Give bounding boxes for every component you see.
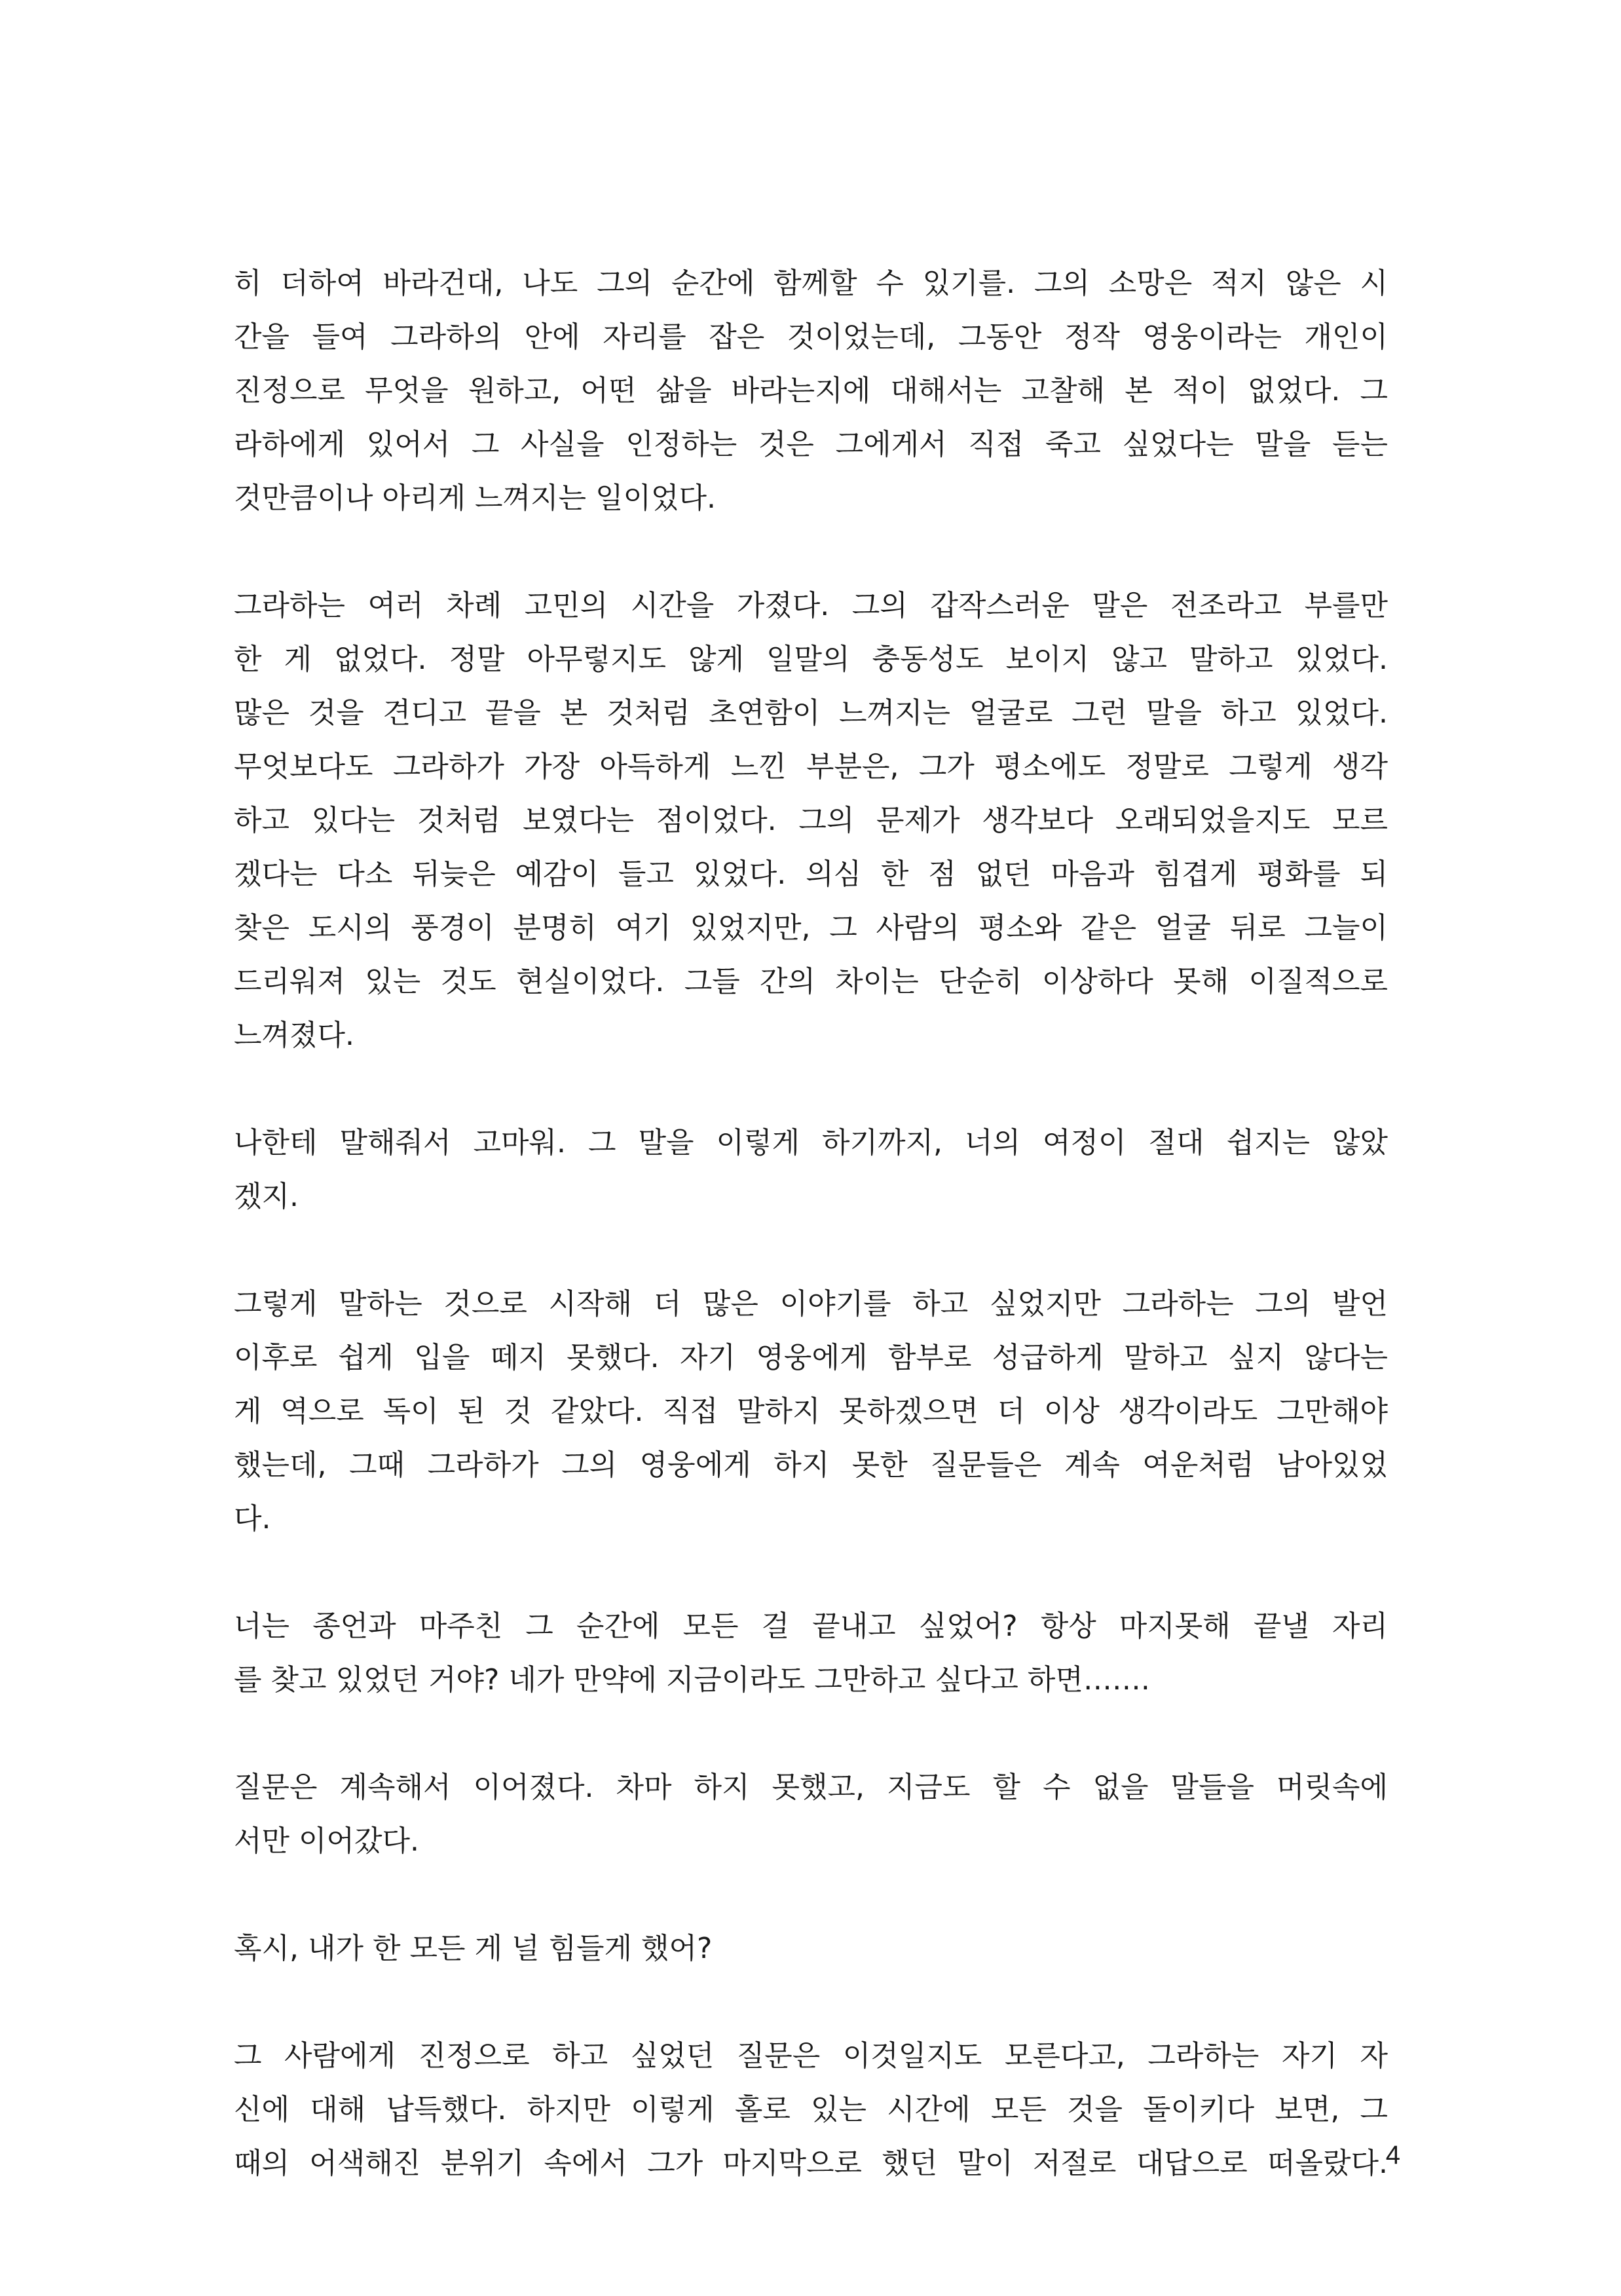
text-line: 찾은 도시의 풍경이 분명히 여기 있었지만, 그 사람의 평소와 같은 얼굴 뒤로 그늘이 <box>234 911 1388 945</box>
text-line: 다. <box>234 1502 271 1535</box>
paragraph-8 <box>234 2029 1388 2191</box>
text-line: 느껴졌다. <box>234 1019 355 1052</box>
text-line: 겠지. <box>234 1180 299 1213</box>
paragraph-4 <box>234 1277 1388 1546</box>
text-line: 진정으로 무엇을 원하고, 어떤 삶을 바라는지에 대해서는 고찰해 본 적이 없었다. 그 <box>234 374 1388 407</box>
paragraph-7 <box>234 1922 1388 1976</box>
paragraph-1 <box>234 257 1388 525</box>
text-line: 너는 종언과 마주친 그 순간에 모든 걸 끝내고 싶었어? 항상 마지못해 끝낼 자리 <box>234 1609 1388 1643</box>
text-line: 혹시, 내가 한 모든 게 널 힘들게 했어? <box>234 1932 713 1965</box>
text-line: 이후로 쉽게 입을 떼지 못했다. 자기 영웅에게 함부로 성급하게 말하고 싶지 않다는 <box>234 1341 1388 1374</box>
text-line: 드리워져 있는 것도 현실이었다. 그들 간의 차이는 단순히 이상하다 못해 이질적으로 <box>234 965 1388 998</box>
text-line: 게 역으로 독이 된 것 같았다. 직접 말하지 못하겠으면 더 이상 생각이라도 그만해야 <box>234 1395 1388 1428</box>
text-line: 그렇게 말하는 것으로 시작해 더 많은 이야기를 하고 싶었지만 그라하는 그의 발언 <box>234 1287 1388 1321</box>
text-line: 간을 들여 그라하의 안에 자리를 잡은 것이었는데, 그동안 정작 영웅이라는 개인이 <box>234 320 1388 354</box>
text-line: 하고 있다는 것처럼 보였다는 점이었다. 그의 문제가 생각보다 오래되었을지도 모르 <box>234 804 1388 837</box>
text-line: 했는데, 그때 그라하가 그의 영웅에게 하지 못한 질문들은 계속 여운처럼 남아있었 <box>234 1448 1388 1482</box>
paragraph-5 <box>234 1600 1388 1707</box>
text-line: 무엇보다도 그라하가 가장 아득하게 느낀 부분은, 그가 평소에도 정말로 그렇게 생각 <box>234 750 1388 783</box>
text-line: 것만큼이나 아리게 느껴지는 일이었다. <box>234 481 717 515</box>
text-line: 라하에게 있어서 그 사실을 인정하는 것은 그에게서 직접 죽고 싶었다는 말을 듣는 <box>234 428 1388 461</box>
text-line: 때의 어색해진 분위기 속에서 그가 마지막으로 했던 말이 저절로 대답으로 떠올랐다. <box>234 2147 1388 2180</box>
text-line: 를 찾고 있었던 거야? 네가 만약에 지금이라도 그만하고 싶다고 하면……. <box>234 1663 1150 1697</box>
text-line: 그라하는 여러 차례 고민의 시간을 가졌다. 그의 갑작스러운 말은 전조라고 부를만 <box>234 589 1388 622</box>
text-body <box>234 257 1388 2244</box>
text-line: 그 사람에게 진정으로 하고 싶었던 질문은 이것일지도 모른다고, 그라하는 자기 자 <box>234 2039 1388 2073</box>
text-line: 신에 대해 납득했다. 하지만 이렇게 홀로 있는 시간에 모든 것을 돌이키다 보면, 그 <box>234 2093 1388 2126</box>
paragraph-2 <box>234 579 1388 1063</box>
paragraph-3 <box>234 1116 1388 1224</box>
text-line: 겠다는 다소 뒤늦은 예감이 들고 있었다. 의심 한 점 없던 마음과 힘겹게 평화를 되 <box>234 857 1388 891</box>
text-line: 한 게 없었다. 정말 아무렇지도 않게 일말의 충동성도 보이지 않고 말하고 있었다. <box>234 643 1388 676</box>
text-line: 나한테 말해줘서 고마워. 그 말을 이렇게 하기까지, 너의 여정이 절대 쉽지는 않았 <box>234 1126 1388 1159</box>
page-number: 4 <box>1385 2141 1400 2170</box>
paragraph-6 <box>234 1761 1388 1868</box>
text-line: 많은 것을 견디고 끝을 본 것처럼 초연함이 느껴지는 얼굴로 그런 말을 하고 있었다. <box>234 696 1388 730</box>
text-line: 서만 이어갔다. <box>234 1824 419 1858</box>
text-line: 질문은 계속해서 이어졌다. 차마 하지 못했고, 지금도 할 수 없을 말들을 머릿속에 <box>234 1771 1388 1804</box>
text-line: 히 더하여 바라건대, 나도 그의 순간에 함께할 수 있기를. 그의 소망은 적지 않은 시 <box>234 267 1388 300</box>
